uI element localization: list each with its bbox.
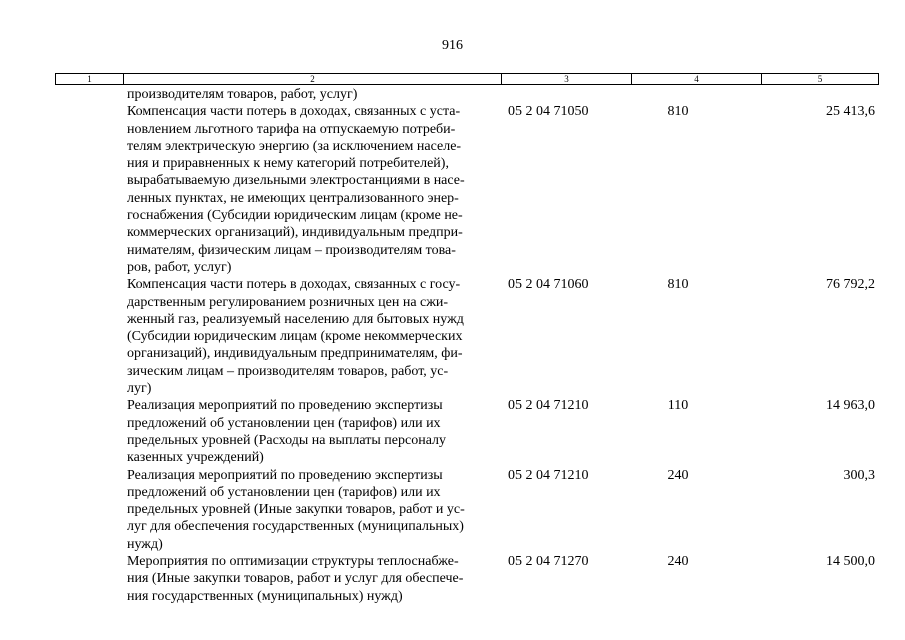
row-sum: 14 963,0 <box>826 398 875 414</box>
row-description: Компенсация части потерь в доходах, связанных с уста- новлением льготного тарифа на отпускаемую потреби- телям электрическую энергию (за исключением населе- ния и приравненных к нему категорий потребителей), вырабатываемую дизельными электростанциями в насе- ленных пунктах, не имеющих централизованного энер- госнабжения (Субсидии юридическим лицам (кроме не- коммерческих организаций), индивидуальным предпри- нимателям, физическим лицам – производителям това- ров, работ, услуг) <box>127 104 465 275</box>
row-description: Мероприятия по оптимизации структуры теплоснабже- ния (Иные закупки товаров, работ и услуг для обеспече- ния государственных (муниципальных) нужд) <box>127 554 464 604</box>
continuation-row <box>0 86 905 103</box>
row-description: Реализация мероприятий по проведению экспертизы предложений об установлении цен (тарифов) или их предельных уровней (Иные закупки товаров, работ и ус- луг для обеспечения государственных (муниципальных) нужд) <box>127 467 465 552</box>
row-sum: 14 500,0 <box>826 554 875 570</box>
column-header-4: 4 <box>632 74 762 84</box>
column-header-3: 3 <box>502 74 632 84</box>
table-body <box>0 86 905 605</box>
column-header-1: 1 <box>56 74 124 84</box>
row-sum: 76 792,2 <box>826 277 875 293</box>
row-description: Компенсация части потерь в доходах, связанных с госу- дарственным регулированием розничных цен на сжи- женный газ, реализуемый населению для бытовых нужд (Субсидии юридическим лицам (кроме некоммерческих организаций), индивидуальным предпринимателям, фи- зическим лицам – производителям товаров, работ, ус- луг) <box>127 277 464 397</box>
row-code: 05 2 04 71060 <box>508 277 589 293</box>
page-number: 916 <box>442 38 463 53</box>
row-code: 05 2 04 71270 <box>508 554 589 570</box>
column-header-2: 2 <box>124 74 502 84</box>
table-row <box>0 103 905 276</box>
table-row <box>0 553 905 605</box>
row-code: 05 2 04 71050 <box>508 104 589 120</box>
table-row <box>0 397 905 466</box>
table-row <box>0 276 905 397</box>
row-sum: 300,3 <box>843 467 875 483</box>
row-code: 05 2 04 71210 <box>508 467 589 483</box>
column-header-row <box>55 73 879 85</box>
row-expense-type: 810 <box>667 277 689 293</box>
table-row <box>0 467 905 553</box>
row-expense-type: 240 <box>667 554 689 570</box>
row-code: 05 2 04 71210 <box>508 398 589 414</box>
row-expense-type: 810 <box>667 104 689 120</box>
row-expense-type: 240 <box>667 467 689 483</box>
column-header-5: 5 <box>817 74 823 84</box>
row-description: Реализация мероприятий по проведению экспертизы предложений об установлении цен (тарифов) или их предельных уровней (Расходы на выплаты персоналу казенных учреждений) <box>127 398 447 466</box>
continuation-text: производителям товаров, работ, услуг) <box>127 87 358 102</box>
row-sum: 25 413,6 <box>826 104 875 120</box>
row-expense-type: 110 <box>667 398 689 414</box>
